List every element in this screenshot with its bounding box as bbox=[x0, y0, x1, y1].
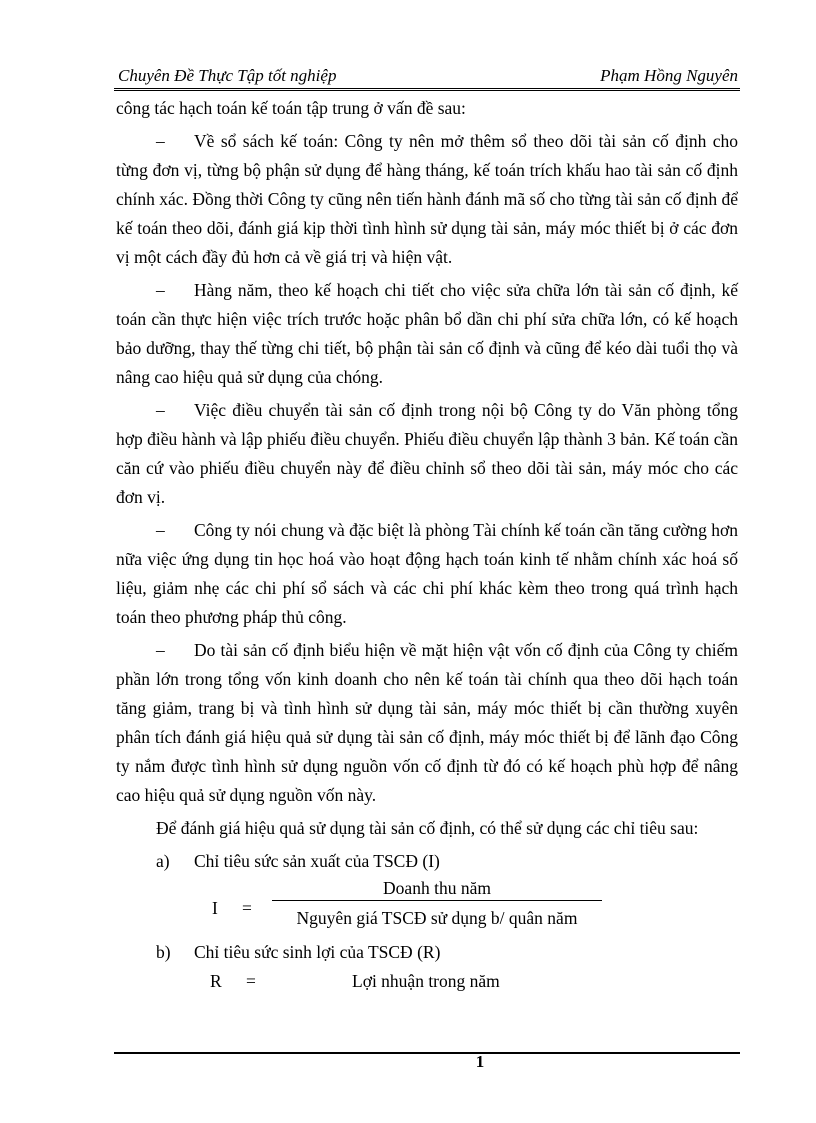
bullet-paragraph bbox=[116, 636, 738, 810]
item-text: Chỉ tiêu sức sản xuất của TSCĐ (I) bbox=[194, 851, 440, 871]
header-author: Phạm Hồng Nguyên bbox=[600, 66, 738, 85]
formula-equals: = bbox=[242, 898, 252, 918]
bullet-text: Về sổ sách kế toán: Công ty nên mở thêm sổ theo dõi tài sản cố định cho từng đơn vị, từng bộ phận sử dụng để hàng tháng, kế toán trích khấu hao tài sản cố định chính xác. Đồng thời Công ty cũng nên tiến hành đánh mã số cho từng tài sản cố định để kế toán theo dõi, đánh giá kịp thời tình hình sử dụng tài sản, máy móc thiết bị ở các đơn vị một cách đầy đủ hơn cả về giá trị và hiện vật. bbox=[116, 131, 738, 267]
bullet-paragraph bbox=[116, 127, 738, 272]
page-number bbox=[0, 1052, 816, 1072]
page-header bbox=[114, 66, 740, 90]
closing-paragraph: Để đánh giá hiệu quả sử dụng tài sản cố định, có thể sử dụng các chỉ tiêu sau: bbox=[156, 818, 699, 838]
bullet-text: Công ty nói chung và đặc biệt là phòng Tài chính kế toán cần tăng cường hơn nữa việc ứng dụng tin học hoá vào hoạt động hạch toán kinh tế nhằm chính xác hoá số liệu, giảm nhẹ các chi phí sổ sách và các chi phí khác kèm theo trong quá trình hạch toán theo phương pháp thủ công. bbox=[116, 520, 738, 627]
page-number-text: 1 bbox=[475, 1052, 485, 1071]
formula-numerator: Lợi nhuận trong năm bbox=[352, 971, 500, 991]
bullet-text: Hàng năm, theo kế hoạch chi tiết cho việc sửa chữa lớn tài sản cố định, kế toán cần thực hiện việc trích trước hoặc phân bổ dần chi phí sửa chữa lớn, có kế hoạch bảo dưỡng, thay thế từng chi tiết, bộ phận tài sản cố định và cũng để kéo dài tuổi thọ và nâng cao hiệu quả sử dụng của chóng. bbox=[116, 280, 738, 387]
list-item-a bbox=[116, 847, 738, 876]
list-item-b bbox=[116, 938, 738, 967]
bullet-paragraph bbox=[116, 516, 738, 632]
header-rule bbox=[114, 88, 740, 91]
formula-variable: I bbox=[212, 898, 218, 918]
document-body bbox=[116, 94, 738, 997]
item-label: b) bbox=[156, 942, 171, 962]
formula-denominator: Nguyên giá TSCĐ sử dụng b/ quân năm bbox=[296, 908, 578, 928]
bullet-paragraph bbox=[116, 276, 738, 392]
bullet-text: Do tài sản cố định biểu hiện về mặt hiện vật vốn cố định của Công ty chiếm phần lớn trong tổng vốn kinh doanh cho nên kế toán tài chính qua theo dõi hạch toán tăng giảm, trang bị và tình hình sử dụng tài sản, máy móc thiết bị cần thường xuyên phân tích đánh giá hiệu quả sử dụng tài sản cố định, máy móc thiết bị để lãnh đạo Công ty nắm được tình hình sử dụng nguồn vốn cố định từ đó có kế hoạch phù hợp để nâng cao hiệu quả sử dụng nguồn vốn này. bbox=[116, 640, 738, 805]
header-title: Chuyên Đề Thực Tập tốt nghiệp bbox=[118, 66, 337, 85]
intro-paragraph: công tác hạch toán kế toán tập trung ở vấn đề sau: bbox=[116, 98, 466, 118]
bullet-paragraph bbox=[116, 396, 738, 512]
item-label: a) bbox=[156, 851, 170, 871]
fraction-bar bbox=[272, 900, 602, 901]
formula-numerator: Doanh thu năm bbox=[383, 878, 491, 898]
formula-a bbox=[116, 878, 738, 938]
dash-marker: – bbox=[156, 400, 165, 420]
formula-equals: = bbox=[246, 971, 256, 991]
formula-variable: R bbox=[210, 971, 222, 991]
dash-marker: – bbox=[156, 280, 165, 300]
item-text: Chỉ tiêu sức sinh lợi của TSCĐ (R) bbox=[194, 942, 441, 962]
formula-b bbox=[116, 967, 738, 997]
bullet-text: Việc điều chuyển tài sản cố định trong nội bộ Công ty do Văn phòng tổng hợp điều hành và lập phiếu điều chuyển. Phiếu điều chuyển lập thành 3 bản. Kế toán cần căn cứ vào phiếu điều chuyển này để điều chỉnh sổ theo dõi tài sản, máy móc cho các đơn vị. bbox=[116, 400, 738, 507]
dash-marker: – bbox=[156, 131, 165, 151]
dash-marker: – bbox=[156, 520, 165, 540]
dash-marker: – bbox=[156, 640, 165, 660]
